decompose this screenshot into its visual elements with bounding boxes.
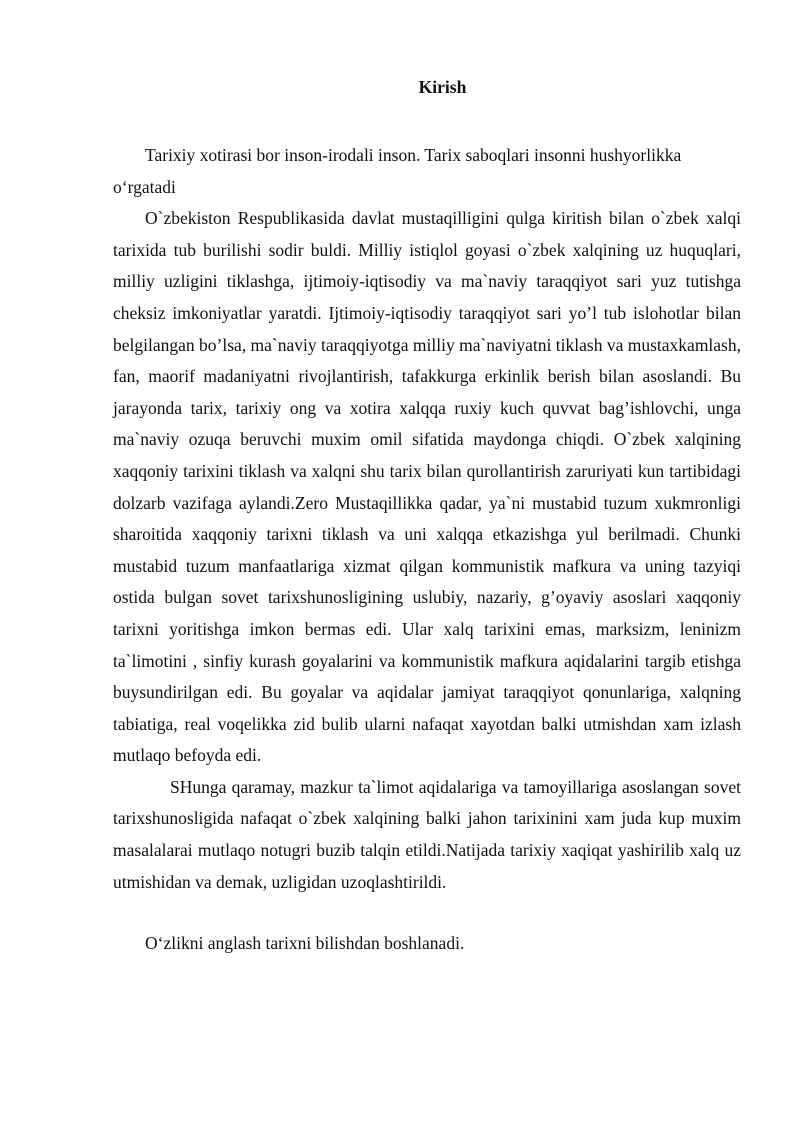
document-title: Kirish (418, 77, 467, 97)
paragraph-soviet-historiography: SHunga qaramay, mazkur ta`limot aqidalariga va tamoyillariga asoslangan sovet tarixshunosligida nafaqat o`zbek xalqining balki jahon tarixinini xam juda kup muxim masalalarai mutlaqo notugri buzib talqin etildi.Natijada tarixiy xaqiqat yashirilib xalq uz utmishidan va demak, uzligidan uzoqlashtirildi. (113, 776, 741, 892)
paragraph-closing: O‘zlikni anglash tarixni bilishdan boshlanadi. (145, 933, 465, 954)
paragraph-main: O`zbekiston Respublikasida davlat mustaqilligini qulga kiritish bilan o`zbek xalqi tarixida tub burilishi sodir buldi. Milliy istiqlol goyasi o`zbek xalqining uz huquqlari, milliy uzligini tiklashga, ijtimoiy-iqtisodiy va ma`naviy taraqqiyot sari yuz tutishga cheksiz imkoniyatlar yaratdi. Ijtimoiy-iqtisodiy taraqqiyot sari yo’l tub islohotlar bilan belgilangan bo’lsa, ma`naviy taraqqiyotga milliy ma`naviyatni tiklash va mustaxkamlash, fan, maorif madaniyatni rivojlantirish, tafakkurga erkinlik berish bilan asoslandi. Bu jarayonda tarix, tarixiy ong va xotira xalqqa ruxiy kuch quvvat bag’ishlovchi, unga ma`naviy ozuqa beruvchi muxim omil sifatida maydonga chiqdi. O`zbek xalqining xaqqoniy tarixini tiklash va xalqni shu tarix bilan qurollantirish zaruriyati kun tartibidagi dolzarb vazifaga aylandi.Zero Mustaqillikka qadar, ya`ni mustabid tuzum xukmronligi sharoitida xaqqoniy tarixni tiklash va uni xalqqa etkazishga yul berilmadi. Chunki mustabid tuzum manfaatlariga xizmat qilgan kommunistik mafkura va uning tazyiqi ostida bulgan sovet tarixshunosligining uslubiy, nazariy, g’oyaviy asoslari xaqqoniy tarixni yoritishga imkon bermas edi. Ular xalq tarixini emas, marksizm, leninizm ta`limotini , sinfiy kurash goyalarini va kommunistik mafkura aqidalarini targib etishga buysundirilgan edi. Bu goyalar va aqidalar jamiyat taraqqiyot qonunlariga, xalqning tabiatiga, real voqelikka zid bulib ularni nafaqat xayotdan balki utmishdan xam izlash mutlaqo befoyda edi. (113, 208, 741, 766)
document-body (113, 140, 741, 960)
paragraph-epigraph: Tarixiy xotirasi bor inson-irodali inson. Tarix saboqlari insonni hushyorlikka o‘rgatadi (113, 145, 682, 197)
